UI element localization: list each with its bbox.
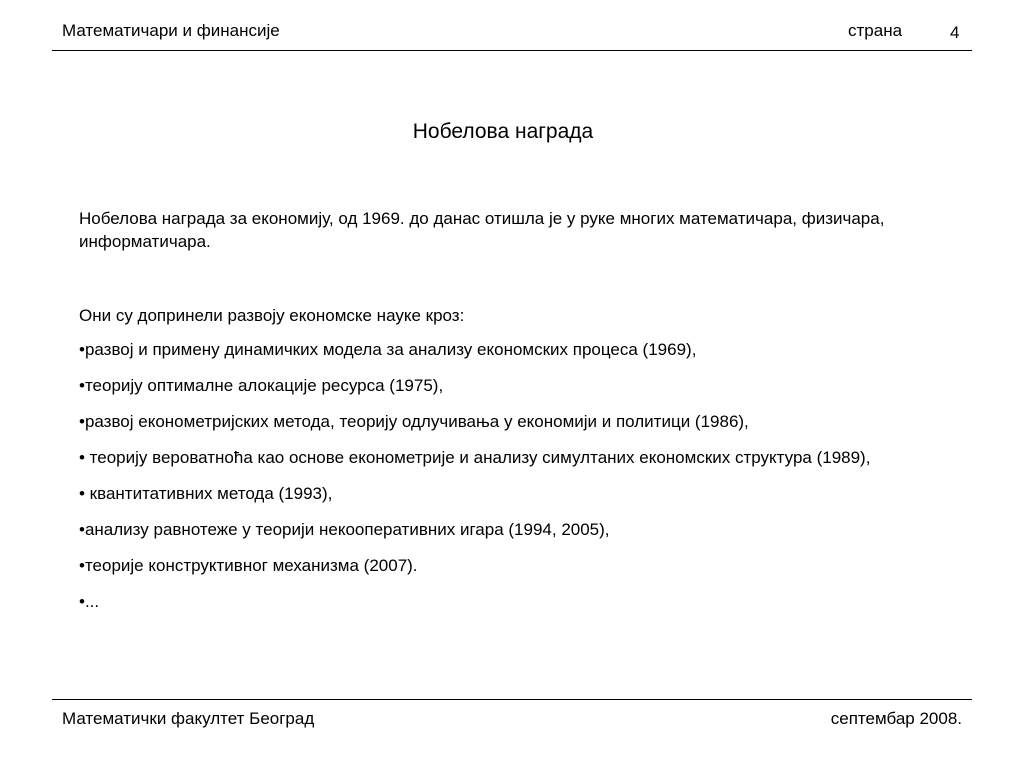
list-item: •теорије конструктивног механизма (2007). — [79, 556, 418, 575]
header-title: Математичари и финансије — [62, 21, 280, 40]
page-label: страна — [848, 21, 903, 40]
list-item: • квантитативних метода (1993), — [79, 484, 333, 503]
slide-title: Нобелова награда — [412, 120, 594, 143]
page-number: 4 — [950, 23, 960, 42]
slide-footer — [52, 699, 972, 740]
footer-date: септембар 2008. — [830, 709, 962, 728]
list-item: •... — [79, 592, 100, 611]
list-item: • теорију вероватноћа као основе економетрије и анализу симултаних економских структура (1989), — [79, 448, 871, 467]
lead-paragraph: Они су допринели развоју економске науке кроз: — [79, 306, 465, 325]
list-item: •теорију оптималне алокације ресурса (1975), — [79, 376, 444, 395]
slide-header — [52, 0, 972, 51]
list-item: •анализу равнотеже у теорији некооперативних игара (1994, 2005), — [79, 520, 610, 539]
list-item: •развој и примену динамичких модела за анализу економских процеса (1969), — [79, 340, 697, 359]
footer-institution: Математички факултет Београд — [62, 709, 315, 728]
list-item: •развој економетријских метода, теорију одлучивања у економији и политици (1986), — [79, 412, 749, 431]
intro-paragraph: Нобелова награда за економију, од 1969. до данас отишла је у руке многих математичара, физичара, информатичара. — [79, 209, 885, 251]
contribution-list — [79, 338, 949, 626]
